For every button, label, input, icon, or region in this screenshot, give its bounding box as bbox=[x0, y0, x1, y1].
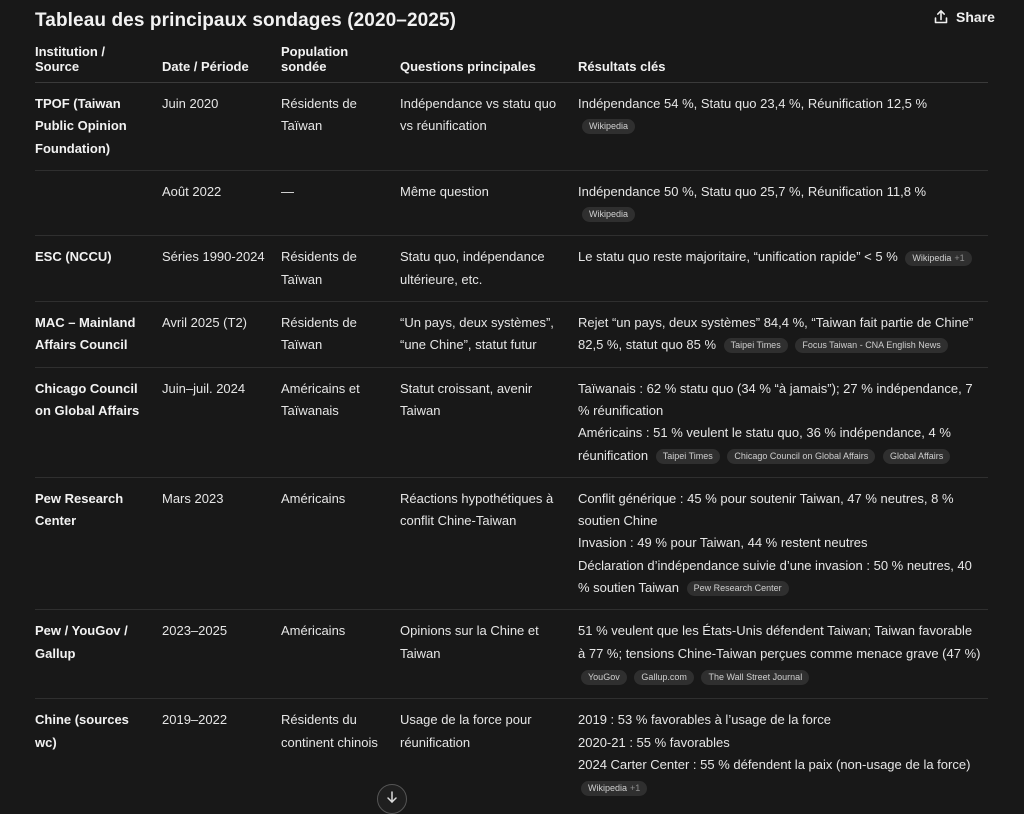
table-row bbox=[35, 367, 988, 477]
source-chip-more: +1 bbox=[954, 252, 965, 263]
cell-question: Même question bbox=[400, 170, 578, 236]
cell-date: 2023–2025 bbox=[162, 610, 281, 699]
source-chip-label: Chicago Council on Global Affairs bbox=[734, 450, 869, 461]
result-text: Indépendance 50 %, Statu quo 25,7 %, Réunification 11,8 % bbox=[578, 183, 927, 199]
cell-institution: Pew Research Center bbox=[35, 477, 162, 609]
share-icon bbox=[933, 9, 949, 25]
result-text: 2024 Carter Center : 55 % défendent la paix (non-usage de la force) bbox=[578, 756, 971, 772]
result-text: Conflit générique : 45 % pour soutenir Taiwan, 47 % neutres, 8 % soutien Chine bbox=[578, 490, 954, 529]
table-row bbox=[35, 170, 988, 236]
result-line bbox=[578, 181, 982, 226]
source-chip[interactable] bbox=[883, 449, 950, 464]
source-chips bbox=[578, 777, 982, 799]
source-chip-label: Global Affairs bbox=[889, 450, 944, 461]
source-chips bbox=[578, 666, 982, 688]
table-row bbox=[35, 477, 988, 609]
result-text: Le statu quo reste majoritaire, “unification rapide” < 5 % bbox=[578, 249, 898, 265]
source-chip[interactable] bbox=[581, 670, 627, 685]
table-header-row bbox=[35, 44, 988, 83]
page-title: Tableau des principaux sondages (2020–2025) bbox=[35, 10, 457, 31]
result-line bbox=[578, 754, 982, 776]
arrow-down-icon bbox=[385, 790, 399, 809]
result-line bbox=[578, 732, 982, 754]
table-row bbox=[35, 236, 988, 302]
result-text: Indépendance 54 %, Statu quo 23,4 %, Réunification 12,5 % bbox=[578, 96, 928, 111]
result-line bbox=[578, 312, 982, 357]
result-text: Déclaration d’indépendance suivie d’une invasion : 50 % neutres, 40 % soutien Taiwan bbox=[578, 557, 972, 596]
cell-population: Américains bbox=[281, 477, 400, 609]
cell-date: Juin 2020 bbox=[162, 83, 281, 171]
cell-institution: MAC – Mainland Affairs Council bbox=[35, 302, 162, 368]
source-chip-label: Wikipedia bbox=[912, 252, 952, 263]
result-line bbox=[578, 488, 982, 533]
source-chip[interactable] bbox=[634, 670, 694, 685]
scroll-down-button[interactable] bbox=[377, 784, 407, 814]
polls-table bbox=[35, 44, 988, 809]
header-date: Date / Période bbox=[162, 44, 281, 83]
cell-results bbox=[578, 302, 988, 368]
source-chip-label: Gallup.com bbox=[641, 672, 687, 682]
source-chip-label: Focus Taiwan - CNA English News bbox=[802, 340, 941, 351]
cell-results bbox=[578, 610, 988, 699]
header-results: Résultats clés bbox=[578, 44, 988, 83]
header-questions: Questions principales bbox=[400, 44, 578, 83]
source-chip[interactable] bbox=[724, 338, 788, 353]
cell-question: Statu quo, indépendance ultérieure, etc. bbox=[400, 236, 578, 302]
table-row bbox=[35, 699, 988, 810]
cell-population: Résidents de Taïwan bbox=[281, 236, 400, 302]
result-text: Taïwanais : 62 % statu quo (34 % “à jamais”); 27 % indépendance, 7 % réunification bbox=[578, 380, 973, 418]
source-chip-label: Wikipedia bbox=[588, 783, 628, 794]
cell-date: Avril 2025 (T2) bbox=[162, 302, 281, 368]
cell-institution: Chicago Council on Global Affairs bbox=[35, 367, 162, 477]
source-chip[interactable] bbox=[581, 781, 647, 796]
result-line bbox=[578, 246, 982, 268]
cell-institution: ESC (NCCU) bbox=[35, 236, 162, 302]
source-chip[interactable] bbox=[795, 338, 947, 353]
source-chip[interactable] bbox=[727, 449, 875, 464]
cell-date: Août 2022 bbox=[162, 170, 281, 236]
source-chip-label: Pew Research Center bbox=[693, 583, 782, 594]
share-button[interactable] bbox=[933, 6, 995, 28]
result-text: 2020-21 : 55 % favorables bbox=[578, 734, 730, 750]
result-text: 51 % veulent que les États-Unis défendent Taiwan; Taiwan favorable à 77 %; tensions Chine-Taiwan perçues comme menace grave (47 %) bbox=[578, 623, 981, 661]
share-label: Share bbox=[956, 9, 995, 25]
cell-population: Américains bbox=[281, 610, 400, 699]
source-chip[interactable] bbox=[905, 251, 971, 266]
source-chip-label: Wikipedia bbox=[589, 209, 629, 220]
source-chip-label: Wikipedia bbox=[589, 121, 629, 132]
cell-question: Indépendance vs statu quo vs réunification bbox=[400, 83, 578, 171]
source-chip[interactable] bbox=[582, 119, 635, 134]
source-chip[interactable] bbox=[582, 207, 635, 222]
cell-question: “Un pays, deux systèmes”, “une Chine”, statut futur bbox=[400, 302, 578, 368]
cell-population: Résidents de Taïwan bbox=[281, 302, 400, 368]
result-line bbox=[578, 378, 982, 423]
cell-date: Juin–juil. 2024 bbox=[162, 367, 281, 477]
cell-date: Mars 2023 bbox=[162, 477, 281, 609]
result-line bbox=[578, 532, 982, 554]
cell-population: — bbox=[281, 170, 400, 236]
cell-results bbox=[578, 83, 988, 171]
cell-population: Américains et Taïwanais bbox=[281, 367, 400, 477]
result-text: Américains : 51 % veulent le statu quo, 36 % indépendance, 4 % réunification bbox=[578, 425, 951, 463]
header-institution: Institution / Source bbox=[35, 44, 162, 83]
cell-institution: Pew / YouGov / Gallup bbox=[35, 610, 162, 699]
cell-population: Résidents de Taïwan bbox=[281, 83, 400, 171]
source-chip-label: The Wall Street Journal bbox=[708, 672, 803, 682]
source-chip[interactable] bbox=[687, 581, 789, 596]
cell-institution: Chine (sources wc) bbox=[35, 712, 129, 750]
source-chip[interactable] bbox=[701, 670, 809, 685]
table-row bbox=[35, 83, 988, 171]
table-row bbox=[35, 302, 988, 368]
cell-results bbox=[578, 477, 988, 609]
result-text: 2019 : 53 % favorables à l’usage de la force bbox=[578, 712, 831, 728]
table-row bbox=[35, 610, 988, 699]
cell-date: Séries 1990-2024 bbox=[162, 236, 281, 302]
cell-question: Statut croissant, avenir Taiwan bbox=[400, 367, 578, 477]
cell-results bbox=[578, 699, 988, 810]
cell-results bbox=[578, 236, 988, 302]
cell-question: Usage de la force pour réunification bbox=[400, 712, 532, 750]
cell-results bbox=[578, 367, 988, 477]
cell-date: 2019–2022 bbox=[162, 712, 228, 728]
source-chip-label: YouGov bbox=[588, 672, 620, 682]
source-chip-more: +1 bbox=[630, 783, 641, 794]
result-line bbox=[578, 555, 982, 600]
result-text: Invasion : 49 % pour Taiwan, 44 % restent neutres bbox=[578, 535, 868, 551]
result-line bbox=[578, 620, 982, 665]
header-population: Population sondée bbox=[281, 44, 400, 83]
result-line bbox=[578, 709, 982, 731]
result-line bbox=[578, 422, 982, 467]
cell-institution bbox=[35, 170, 162, 236]
source-chip-label: Taipei Times bbox=[662, 450, 713, 461]
cell-question: Réactions hypothétiques à conflit Chine-Taiwan bbox=[400, 477, 578, 609]
cell-question: Opinions sur la Chine et Taiwan bbox=[400, 610, 578, 699]
source-chip[interactable] bbox=[656, 449, 720, 464]
result-line bbox=[578, 93, 982, 138]
cell-results bbox=[578, 170, 988, 236]
cell-population: Résidents du continent chinois bbox=[281, 712, 378, 750]
result-text: Rejet “un pays, deux systèmes” 84,4 %, “Taiwan fait partie de Chine” 82,5 %, statut quo 85 % bbox=[578, 315, 974, 353]
source-chip-label: Taipei Times bbox=[730, 340, 781, 351]
cell-institution: TPOF (Taiwan Public Opinion Foundation) bbox=[35, 83, 162, 171]
